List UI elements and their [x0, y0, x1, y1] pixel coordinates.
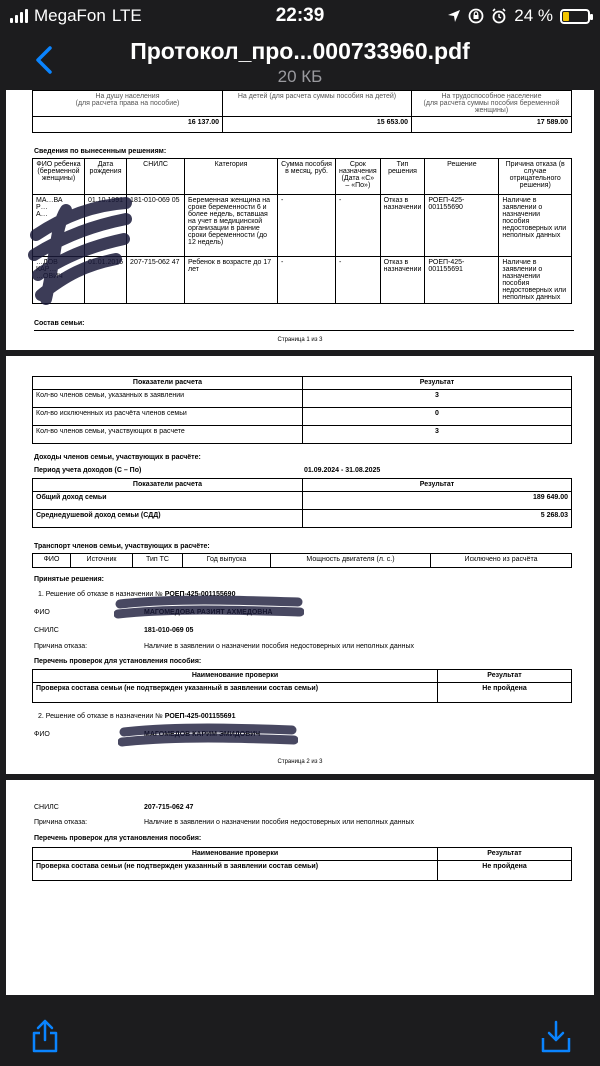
cell: Наличие в заявлении о назначении пособия недостоверных или неполных данных: [499, 195, 572, 257]
transport-table: [32, 553, 572, 568]
header-cell: Исключено из расчёта: [431, 554, 572, 568]
table-row: [33, 426, 572, 444]
header-cell: Результат: [438, 848, 572, 861]
nav-header: [0, 34, 600, 90]
cell: -: [278, 257, 336, 304]
table-row: [33, 479, 572, 492]
cell: Не пройдена: [438, 683, 572, 703]
section-title: Доходы членов семьи, участвующих в расчёте:: [34, 454, 201, 461]
income-header-cell: На душу населения (для расчета права на пособие): [33, 91, 223, 117]
header-cell: Тип решения: [380, 159, 425, 195]
decision-2-label: [38, 713, 235, 720]
header-cell: Источник: [71, 554, 133, 568]
redaction-scribble: [114, 594, 304, 624]
table-row: [33, 117, 572, 133]
fio-label: ФИО: [34, 609, 50, 616]
table-row: [33, 510, 572, 528]
checks-table: [32, 669, 572, 703]
table-row: [33, 683, 572, 703]
calc-table: [32, 376, 572, 444]
header-cell: Решение: [425, 159, 499, 195]
cell: 01.10.1991: [85, 195, 127, 257]
cell: -: [278, 195, 336, 257]
income-header-cell: На детей (для расчета суммы пособия на детей): [223, 91, 412, 117]
cell: 01.01.2016: [85, 257, 127, 304]
reason-value: Наличие в заявлении о назначении пособия недостоверных или неполных данных: [144, 819, 415, 826]
table-row: [33, 670, 572, 683]
header-cell: Наименование проверки: [33, 670, 438, 683]
cell: -: [336, 195, 381, 257]
header-cell: Наименование проверки: [33, 848, 438, 861]
section-title: Сведения по вынесенным решениям:: [34, 148, 167, 155]
header-cell: Результат: [438, 670, 572, 683]
page-number: Страница 1 из 3: [277, 337, 323, 343]
cell: 207-715-062 47: [127, 257, 185, 304]
snils-value: 207-715-062 47: [144, 804, 194, 811]
cell: 3: [303, 426, 572, 444]
table-row: [33, 91, 572, 117]
cell: РОЕП-425-001155691: [425, 257, 499, 304]
header-cell: ФИО: [33, 554, 71, 568]
cell: Наличие в заявлении о назначении пособия недостоверных или неполных данных: [499, 257, 572, 304]
checks-table: [32, 847, 572, 881]
section-title: Транспорт членов семьи, участвующих в расчёте:: [34, 543, 210, 550]
redaction-scribble: [26, 195, 136, 305]
section-title: Перечень проверок для установления пособия:: [34, 835, 202, 842]
cell: Проверка состава семьи (не подтвержден указанный в заявлении состав семьи): [33, 861, 438, 881]
decision-number: РОЕП-425-001155691: [164, 713, 236, 720]
location-icon: [447, 9, 461, 23]
cell: Беременная женщина на сроке беременности 6 и более недель, вставшая на учет в медицинской организации в ранние сроки беременности (до 12 недель): [185, 195, 278, 257]
cell: Ребенок в возрасте до 17 лет: [185, 257, 278, 304]
header-cell: Дата рождения: [85, 159, 127, 195]
redaction-scribble: [118, 720, 298, 754]
table-row: [33, 492, 572, 510]
snils-label: СНИЛС: [34, 627, 59, 634]
file-size: 20 КБ: [277, 67, 323, 86]
income-value-cell: 16 137.00: [33, 117, 223, 133]
bottom-toolbar: [0, 1006, 600, 1066]
decision-label: 1. Решение об отказе в назначении №: [38, 591, 165, 598]
battery-fill: [563, 12, 569, 21]
status-bar: [0, 0, 600, 34]
decision-2-fio: МАГОМЕДОВ КАРИМ ЭМИДОВИЧ: [144, 731, 261, 738]
lock-rotation-icon: [468, 8, 484, 24]
cell: 3: [303, 390, 572, 408]
header-cell: Категория: [185, 159, 278, 195]
header-cell: Показатели расчета: [33, 377, 303, 390]
cell: Общий доход семьи: [33, 492, 303, 510]
header-cell: Тип ТС: [133, 554, 183, 568]
period-label: Период учета доходов (С – По): [34, 467, 142, 474]
cell: Кол-во членов семьи, участвующих в расчете: [33, 426, 303, 444]
family-income-table: [32, 478, 572, 528]
cell: Кол-во исключенных из расчёта членов семьи: [33, 408, 303, 426]
pdf-page-1: [6, 90, 594, 350]
cell: МА…ВА Р… А…: [33, 195, 85, 257]
save-to-files-icon[interactable]: [540, 1020, 572, 1054]
header-cell: Показатели расчета: [33, 479, 303, 492]
table-row: [33, 554, 572, 568]
fio-label: ФИО: [34, 731, 50, 738]
divider: [34, 330, 574, 331]
section-title: Принятые решения:: [34, 576, 105, 583]
table-row: [33, 861, 572, 881]
cell: Кол-во членов семьи, указанных в заявлении: [33, 390, 303, 408]
header-cell: Сумма пособия в месяц, руб.: [278, 159, 336, 195]
header-cell: Причина отказа (в случае отрицательного решения): [499, 159, 572, 195]
battery-percent: 24 %: [514, 6, 553, 25]
reason-label: Причина отказа:: [34, 643, 88, 650]
cell: 0: [303, 408, 572, 426]
income-value-cell: 17 589.00: [412, 117, 572, 133]
decision-label: 2. Решение об отказе в назначении №: [38, 713, 165, 720]
decision-number: РОЕП-425-001155690: [164, 591, 236, 598]
table-row: [33, 159, 572, 195]
reason-label: Причина отказа:: [34, 819, 88, 826]
table-row: [33, 848, 572, 861]
page-number: Страница 2 из 3: [277, 759, 323, 765]
cell: Не пройдена: [438, 861, 572, 881]
section-title: Состав семьи:: [34, 320, 85, 327]
cell: -: [336, 257, 381, 304]
header-cell: Результат: [303, 479, 572, 492]
cell: 181-010-069 05: [127, 195, 185, 257]
snils-value: 181-010-069 05: [144, 627, 194, 634]
network-type: LTE: [111, 6, 142, 25]
status-right: [447, 6, 590, 26]
header-cell: СНИЛС: [127, 159, 185, 195]
cell: …ДОВ КАР… …ОВИЧ: [33, 257, 85, 304]
period-value: 01.09.2024 - 31.08.2025: [304, 467, 381, 474]
income-table: [32, 90, 572, 133]
file-title: Протокол_про...000733960.pdf: [130, 38, 470, 64]
cell: 5 268.03: [303, 510, 572, 528]
carrier-name: MegaFon: [34, 6, 106, 25]
section-title: Перечень проверок для установления пособия:: [34, 658, 202, 665]
decision-1-fio: МАГОМЕДОВА РАЗИЯТ АХМЕДОВНА: [144, 609, 273, 616]
cell: Отказ в назначении: [380, 257, 425, 304]
alarm-icon: [491, 8, 507, 24]
table-row: [33, 390, 572, 408]
battery-icon: [560, 9, 590, 24]
header-cell: Мощность двигателя (л. с.): [271, 554, 431, 568]
cell: Среднедушевой доход семьи (СДД): [33, 510, 303, 528]
cell: РОЕП-425-001155690: [425, 195, 499, 257]
pdf-page-3: [6, 780, 594, 995]
table-row: [33, 377, 572, 390]
header-cell: ФИО ребенка (беременной женщины): [33, 159, 85, 195]
reason-value: Наличие в заявлении о назначении пособия недостоверных или неполных данных: [144, 643, 415, 650]
snils-label: СНИЛС: [34, 804, 59, 811]
share-icon[interactable]: [30, 1018, 60, 1054]
header-cell: Результат: [303, 377, 572, 390]
cell: Отказ в назначении: [380, 195, 425, 257]
income-header-cell: На трудоспособное население (для расчета суммы пособия беременной женщины): [412, 91, 572, 117]
cell: 189 649.00: [303, 492, 572, 510]
pdf-page-2: [6, 356, 594, 774]
income-value-cell: 15 653.00: [223, 117, 412, 133]
header-cell: Срок назначения (Дата «С» – «По»): [336, 159, 381, 195]
header-cell: Год выпуска: [183, 554, 271, 568]
table-row: [33, 408, 572, 426]
clock: 22:39: [275, 5, 325, 26]
cell: Проверка состава семьи (не подтвержден указанный в заявлении состав семьи): [33, 683, 438, 703]
